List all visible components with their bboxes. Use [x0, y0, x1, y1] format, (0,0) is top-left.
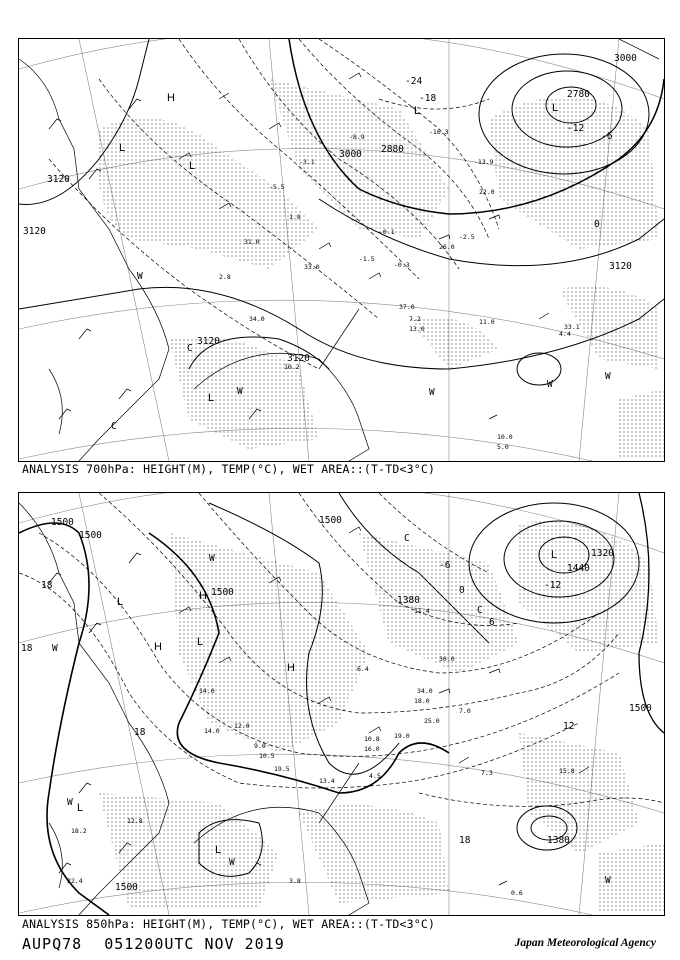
- warm-mark: W: [547, 379, 553, 390]
- station-value: 19.0: [394, 732, 410, 740]
- station-value: 34.0: [249, 315, 265, 323]
- cold-mark: C: [111, 421, 117, 432]
- height-label: 1500: [51, 517, 74, 528]
- station-value: -8.9: [349, 133, 365, 141]
- station-value: 7.0: [459, 707, 471, 715]
- warm-mark: W: [209, 553, 215, 564]
- isotherm-label: -12: [544, 580, 562, 591]
- panel-caption-850hpa: ANALYSIS 850hPa: HEIGHT(M), TEMP(°C), WET AREA::(T-TD<3°C): [22, 917, 436, 931]
- low-center: L: [551, 549, 558, 561]
- station-value: 18.2: [71, 827, 87, 835]
- height-label: 3120: [287, 353, 310, 364]
- height-label: 3120: [609, 261, 632, 272]
- high-center: H: [199, 590, 207, 602]
- station-value: 31.0: [244, 238, 260, 246]
- warm-mark: W: [605, 371, 611, 382]
- station-value: 4.4: [559, 330, 571, 338]
- height-label: 2880: [381, 144, 404, 155]
- station-value: 22.4: [67, 877, 83, 885]
- station-value: 11.4: [414, 607, 430, 615]
- panel-caption-700hpa: ANALYSIS 700hPa: HEIGHT(M), TEMP(°C), WET AREA::(T-TD<3°C): [22, 462, 436, 476]
- station-value: 4.5: [369, 772, 381, 780]
- valid-time: 051200UTC NOV 2019: [104, 935, 285, 953]
- map-panel-850hpa: [18, 492, 665, 916]
- high-center: H: [154, 641, 162, 653]
- low-center: L: [215, 844, 222, 856]
- height-label: 1500: [629, 703, 652, 714]
- low-center: L: [189, 160, 196, 172]
- low-center: L: [117, 596, 124, 608]
- wet-area-stippling: [99, 521, 664, 913]
- station-value: -0.1: [379, 228, 395, 236]
- height-label: 1500: [319, 515, 342, 526]
- high-center: H: [167, 92, 175, 104]
- station-value: 13.4: [319, 777, 335, 785]
- low-center: L: [414, 105, 421, 117]
- station-value: 18.0: [414, 697, 430, 705]
- warm-mark: W: [67, 797, 73, 808]
- station-value: 10.5: [259, 752, 275, 760]
- station-value: 12.8: [127, 817, 143, 825]
- isotherm-label: -24: [405, 76, 423, 87]
- isotherm-label: 12: [563, 721, 575, 732]
- station-value: -5.5: [269, 183, 285, 191]
- station-value: 34.0: [417, 687, 433, 695]
- height-label: 3120: [197, 336, 220, 347]
- low-center: L: [197, 636, 204, 648]
- height-label: 3120: [47, 174, 70, 185]
- station-value: 10.0: [497, 433, 513, 441]
- map-700hpa: [19, 39, 664, 461]
- station-value: 33.1: [564, 323, 580, 331]
- wet-area-stippling: [97, 79, 664, 459]
- station-value: 22.0: [479, 188, 495, 196]
- isotherm-label: 6: [489, 617, 495, 628]
- height-label: 3000: [614, 53, 637, 64]
- chart-identifier: [22, 935, 307, 953]
- station-value: 7.2: [409, 315, 421, 323]
- station-value: 10.2: [284, 363, 300, 371]
- isotherm-label: -12: [567, 123, 585, 134]
- height-label: 3000: [339, 149, 362, 160]
- isotherm-label: 0: [594, 219, 600, 230]
- isotherm-label: 18: [21, 643, 33, 654]
- station-value: 1.8: [289, 213, 301, 221]
- height-label: 1500: [79, 530, 102, 541]
- station-value: 19.5: [274, 765, 290, 773]
- station-value: 0.6: [511, 889, 523, 897]
- low-center: L: [552, 102, 559, 114]
- height-label: 1500: [211, 587, 234, 598]
- isotherm-label: 18: [459, 835, 471, 846]
- station-value: -1.5: [359, 255, 375, 263]
- station-value: 13.0: [409, 325, 425, 333]
- height-label: 1380: [547, 835, 570, 846]
- cold-mark: C: [404, 533, 410, 544]
- cold-mark: C: [477, 605, 483, 616]
- low-center: L: [208, 392, 215, 404]
- station-value: 6.4: [357, 665, 369, 673]
- isotherm-label: 18: [134, 727, 146, 738]
- height-label: 2780: [567, 89, 590, 100]
- high-center: H: [287, 662, 295, 674]
- station-value: 25.0: [424, 717, 440, 725]
- station-value: 2.8: [219, 273, 231, 281]
- station-value: 12.0: [234, 722, 250, 730]
- height-label: 1380: [397, 595, 420, 606]
- station-value: 14.0: [199, 687, 215, 695]
- isotherm-label: -18: [419, 93, 437, 104]
- height-label: 1500: [115, 882, 138, 893]
- station-value: 11.0: [479, 318, 495, 326]
- station-value: 10.8: [364, 735, 380, 743]
- station-value: 14.0: [204, 727, 220, 735]
- agency-credit: Japan Meteorological Agency: [514, 937, 656, 949]
- station-value: 9.0: [254, 742, 266, 750]
- station-value: -0.3: [394, 261, 410, 269]
- station-value: 37.0: [399, 303, 415, 311]
- isotherm-label: 18: [41, 580, 53, 591]
- station-value: -13.9: [474, 158, 494, 166]
- station-value: 26.0: [439, 243, 455, 251]
- isotherm-label: 0: [459, 585, 465, 596]
- height-label: 3120: [23, 226, 46, 237]
- warm-mark: W: [429, 387, 435, 398]
- height-label: 1320: [591, 548, 614, 559]
- warm-mark: W: [52, 643, 58, 654]
- station-value: 30.0: [439, 655, 455, 663]
- low-center: L: [119, 142, 126, 154]
- warm-mark: W: [605, 875, 611, 886]
- warm-mark: W: [229, 857, 235, 868]
- station-value: -16.3: [429, 128, 449, 136]
- chart-code: AUPQ78: [22, 935, 83, 953]
- station-value: 7.3: [481, 769, 493, 777]
- station-value: -3.1: [299, 158, 315, 166]
- station-value: 33.0: [304, 263, 320, 271]
- isotherm-label: -6: [601, 131, 613, 142]
- map-850hpa: [19, 493, 664, 915]
- cold-mark: C: [187, 343, 193, 354]
- station-value: 15.8: [559, 767, 575, 775]
- height-label: 1440: [567, 563, 590, 574]
- isotherm-label: -6: [439, 560, 451, 571]
- station-value: 3.8: [289, 877, 301, 885]
- warm-mark: W: [137, 271, 143, 282]
- low-center: L: [77, 802, 84, 814]
- station-value: -2.5: [459, 233, 475, 241]
- map-panel-700hpa: [18, 38, 665, 462]
- station-value: 16.0: [364, 745, 380, 753]
- station-value: 5.0: [497, 443, 509, 451]
- warm-mark: W: [237, 386, 243, 397]
